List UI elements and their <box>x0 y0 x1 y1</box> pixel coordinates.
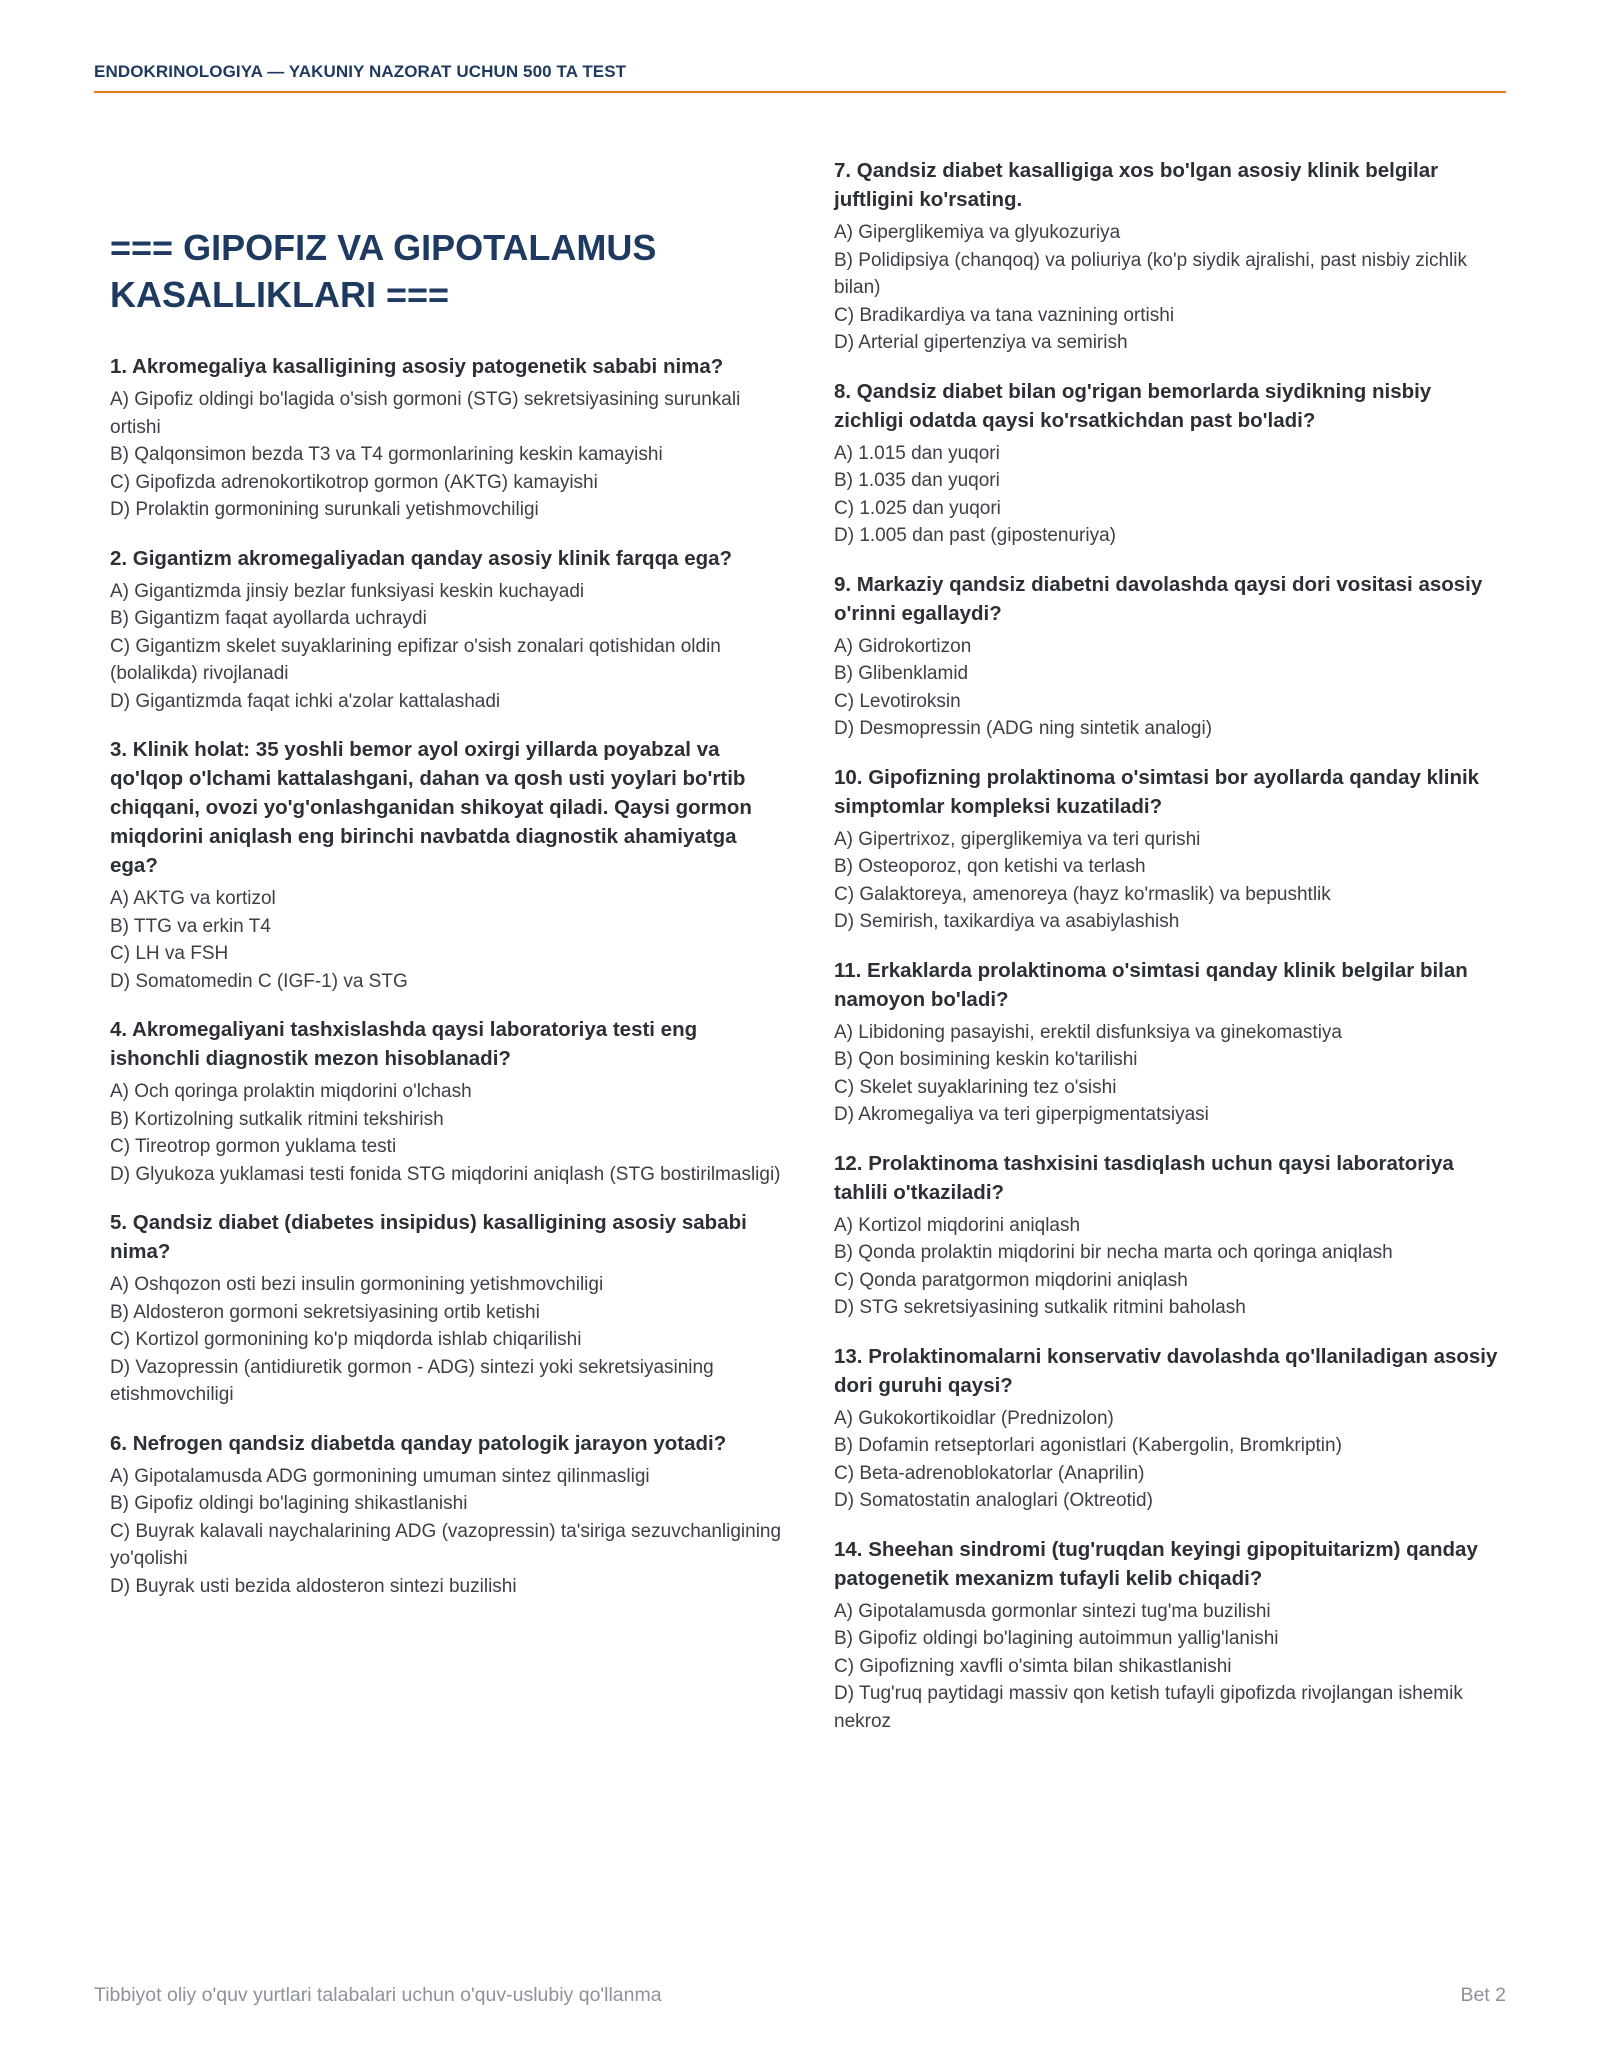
answer-option: D) Arterial gipertenziya va semirish <box>834 332 1128 353</box>
question-block <box>110 735 782 995</box>
question-block <box>834 763 1506 936</box>
answer-option: A) Libidoning pasayishi, erektil disfunksiya va ginekomastiya <box>834 1021 1342 1043</box>
question-block <box>110 544 782 716</box>
answer-option: B) Gipofiz oldingi bo'lagining autoimmun yallig'lanishi <box>834 1628 1279 1649</box>
question-text: 1. Akromegaliya kasalligining asosiy patogenetik sababi nima? <box>110 355 724 378</box>
question-text: 14. Sheehan sindromi (tug'ruqdan keyingi gipopituitarizm) qanday patogenetik mexanizm tufayli kelib chiqadi? <box>834 1537 1478 1590</box>
page-header <box>94 62 1506 93</box>
answer-option: C) Skelet suyaklarining tez o'sishi <box>834 1076 1117 1098</box>
question-text: 10. Gipofizning prolaktinoma o'simtasi bor ayollarda qanday klinik simptomlar kompleksi kuzatiladi? <box>834 765 1480 818</box>
answer-option: B) TTG va erkin T4 <box>110 915 271 937</box>
question-block <box>834 956 1506 1129</box>
answer-option: D) Prolaktin gormonining surunkali yetishmovchiligi <box>110 499 539 520</box>
answer-option: D) Somatomedin C (IGF-1) va STG <box>110 970 408 992</box>
answer-option: D) 1.005 dan past (gipostenuriya) <box>834 525 1116 546</box>
answer-option: D) Akromegaliya va teri giperpigmentatsiyasi <box>834 1104 1209 1125</box>
question-block <box>834 1342 1506 1515</box>
answer-option: D) Semirish, taxikardiya va asabiylashish <box>834 911 1180 932</box>
header-title: ENDOKRINOLOGIYA — YAKUNIY NAZORAT UCHUN 500 TA TEST <box>94 62 627 81</box>
question-text: 9. Markaziy qandsiz diabetni davolashda qaysi dori vositasi asosiy o'rinni egallaydi? <box>834 572 1483 625</box>
answer-option: D) STG sekretsiyasining sutkalik ritmini baholash <box>834 1297 1246 1318</box>
answer-option: A) Oshqozon osti bezi insulin gormonining yetishmovchiligi <box>110 1274 604 1295</box>
answer-option: A) Gipotalamusda ADG gormonining umuman sintez qilinmasligi <box>110 1465 650 1487</box>
answer-option: C) Kortizol gormonining ko'p miqdorda ishlab chiqarilishi <box>110 1329 582 1350</box>
question-text: 8. Qandsiz diabet bilan og'rigan bemorlarda siydikning nisbiy zichligi odatda qaysi ko'rsatkichdan past bo'ladi? <box>834 379 1432 432</box>
question-text: 3. Klinik holat: 35 yoshli bemor ayol oxirgi yillarda poyabzal va qo'lqop o'lchami kattalashgani, dahan va qosh usti yoylari bo'rtib chiqqani, ovozi yo'g'onlashganidan shikoyat qiladi. Qaysi gormon miqdorini aniqlash eng birinchi navbatda diagnostik ahamiyatga ega? <box>110 738 752 877</box>
answer-option: C) 1.025 dan yuqori <box>834 497 1001 519</box>
answer-option: A) Gukokortikoidlar (Prednizolon) <box>834 1407 1114 1429</box>
question-block <box>834 1149 1506 1322</box>
question-text: 13. Prolaktinomalarni konservativ davolashda qo'llaniladigan asosiy dori guruhi qaysi? <box>834 1344 1498 1397</box>
footer-caption: Tibbiyot oliy o'quv yurtlari talabalari uchun o'quv-uslubiy qo'llanma <box>94 1984 662 2006</box>
answer-option: C) Gigantizm skelet suyaklarining epifizar o'sish zonalari qotishidan oldin (bolalikda) rivojlanadi <box>110 635 721 684</box>
answer-option: C) Buyrak kalavali naychalarining ADG (vazopressin) ta'siriga sezuvchanligining yo'qolishi <box>110 1520 782 1569</box>
answer-option: A) Kortizol miqdorini aniqlash <box>834 1214 1081 1236</box>
answer-option: D) Vazopressin (antidiuretik gormon - ADG) sintezi yoki sekretsiyasining etishmovchiligi <box>110 1356 714 1405</box>
answer-option: C) Bradikardiya va tana vaznining ortishi <box>834 304 1175 326</box>
answer-option: B) Polidipsiya (chanqoq) va poliuriya (ko'p siydik ajralishi, past nisbiy zichlik bilan) <box>834 249 1468 298</box>
question-block <box>834 377 1506 550</box>
question-block <box>110 1429 782 1601</box>
question-text: 5. Qandsiz diabet (diabetes insipidus) kasalligining asosiy sababi nima? <box>110 1211 747 1263</box>
answer-option: D) Glyukoza yuklamasi testi fonida STG miqdorini aniqlash (STG bostirilmasligi) <box>110 1163 781 1185</box>
question-block <box>110 352 782 524</box>
answer-option: B) Glibenklamid <box>834 663 969 684</box>
question-block <box>110 1015 782 1188</box>
question-block <box>834 1535 1506 1736</box>
right-question-list <box>834 156 1506 1735</box>
left-question-list <box>110 352 782 1600</box>
question-text: 12. Prolaktinoma tashxisini tasdiqlash uchun qaysi laboratoriya tahlili o'tkaziladi? <box>834 1151 1454 1204</box>
answer-option: D) Tug'ruq paytidagi massiv qon ketish tufayli gipofizda rivojlangan ishemik nekroz <box>834 1683 1463 1732</box>
question-text: 4. Akromegaliyani tashxislashda qaysi laboratoriya testi eng ishonchli diagnostik mezon hisoblanadi? <box>110 1018 698 1070</box>
answer-option: A) AKTG va kortizol <box>110 888 276 909</box>
answer-option: B) Qon bosimining keskin ko'tarilishi <box>834 1049 1138 1070</box>
answer-option: B) 1.035 dan yuqori <box>834 470 1000 491</box>
question-text: 11. Erkaklarda prolaktinoma o'simtasi qanday klinik belgilar bilan namoyon bo'ladi? <box>834 958 1468 1011</box>
question-text: 7. Qandsiz diabet kasalligiga xos bo'lgan asosiy klinik belgilar juftligini ko'rsating. <box>834 159 1439 211</box>
right-column <box>834 156 1506 1755</box>
answer-option: C) Gipofizda adrenokortikotrop gormon (AKTG) kamayishi <box>110 471 598 493</box>
answer-option: A) Gipertrixoz, giperglikemiya va teri qurishi <box>834 828 1201 850</box>
answer-option: C) Gipofizning xavfli o'simta bilan shikastlanishi <box>834 1655 1232 1677</box>
question-block <box>834 156 1506 357</box>
answer-option: C) Beta-adrenoblokatorlar (Anaprilin) <box>834 1462 1145 1484</box>
question-text: 2. Gigantizm akromegaliyadan qanday asosiy klinik farqqa ega? <box>110 546 733 570</box>
answer-option: C) Qonda paratgormon miqdorini aniqlash <box>834 1269 1188 1291</box>
answer-option: C) Tireotrop gormon yuklama testi <box>110 1136 397 1157</box>
answer-option: A) 1.015 dan yuqori <box>834 442 1000 464</box>
answer-option: D) Gigantizmda faqat ichki a'zolar kattalashadi <box>110 690 501 712</box>
answer-option: D) Desmopressin (ADG ning sintetik analogi) <box>834 718 1213 739</box>
answer-option: C) Galaktoreya, amenoreya (hayz ko'rmaslik) va bepushtlik <box>834 883 1331 905</box>
answer-option: A) Gipofiz oldingi bo'lagida o'sish gormoni (STG) sekretsiyasining surunkali ortishi <box>110 389 741 438</box>
answer-option: B) Osteoporoz, qon ketishi va terlash <box>834 856 1146 877</box>
question-block <box>110 1208 782 1409</box>
answer-option: B) Gipofiz oldingi bo'lagining shikastlanishi <box>110 1493 468 1514</box>
answer-option: D) Buyrak usti bezida aldosteron sintezi buzilishi <box>110 1575 517 1597</box>
question-text: 6. Nefrogen qandsiz diabetda qanday patologik jarayon yotadi? <box>110 1431 727 1455</box>
answer-option: B) Qonda prolaktin miqdorini bir necha marta och qoringa aniqlash <box>834 1242 1393 1263</box>
answer-option: C) Levotiroksin <box>834 690 961 712</box>
answer-option: B) Gigantizm faqat ayollarda uchraydi <box>110 608 427 629</box>
answer-option: B) Dofamin retseptorlari agonistlari (Kabergolin, Bromkriptin) <box>834 1435 1342 1456</box>
answer-option: C) LH va FSH <box>110 943 229 964</box>
answer-option: A) Gidrokortizon <box>834 635 972 657</box>
answer-option: B) Kortizolning sutkalik ritmini tekshirish <box>110 1108 444 1130</box>
answer-option: B) Qalqonsimon bezda T3 va T4 gormonlarining keskin kamayishi <box>110 444 663 465</box>
answer-option: A) Och qoringa prolaktin miqdorini o'lchash <box>110 1081 472 1102</box>
page-number: Bet 2 <box>1460 1984 1506 2006</box>
answer-option: B) Aldosteron gormoni sekretsiyasining ortib ketishi <box>110 1301 540 1323</box>
answer-option: A) Giperglikemiya va glyukozuriya <box>834 222 1121 243</box>
answer-option: D) Somatostatin analoglari (Oktreotid) <box>834 1490 1153 1511</box>
question-block <box>834 570 1506 743</box>
answer-option: A) Gigantizmda jinsiy bezlar funksiyasi keskin kuchayadi <box>110 580 585 602</box>
answer-option: A) Gipotalamusda gormonlar sintezi tug'ma buzilishi <box>834 1600 1271 1622</box>
section-title: === GIPOFIZ VA GIPOTALAMUS KASALLIKLARI === <box>110 227 657 315</box>
left-column <box>110 156 782 1620</box>
